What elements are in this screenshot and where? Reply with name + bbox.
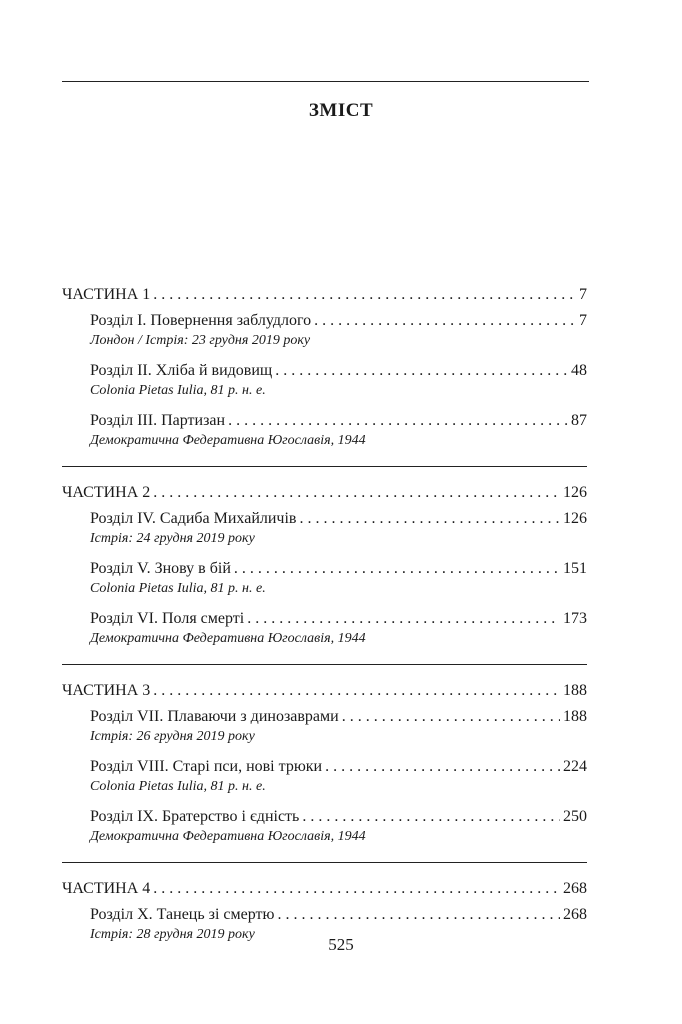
- toc-chapter-line[interactable]: [90, 508, 587, 530]
- chapter-title: Розділ VII. Плаваючи з динозаврами: [90, 708, 339, 725]
- part-title: ЧАСТИНА 4: [62, 880, 151, 897]
- chapter-page-number: 188: [563, 708, 587, 725]
- dot-leader: [153, 481, 560, 505]
- part-title: ЧАСТИНА 3: [62, 682, 151, 699]
- toc-chapter-line[interactable]: [90, 558, 587, 580]
- chapter-title: Розділ IX. Братерство і єдність: [90, 808, 300, 825]
- chapter-page-number: 268: [563, 906, 587, 923]
- part-page-number: 268: [563, 880, 587, 897]
- part-page-number: 188: [563, 682, 587, 699]
- header-rule: [62, 81, 589, 82]
- toc-chapter-line[interactable]: [90, 310, 587, 332]
- chapter-page-number: 48: [571, 362, 587, 379]
- chapter-page-number: 224: [563, 758, 587, 775]
- chapter-title: Розділ I. Повернення заблудлого: [90, 312, 312, 329]
- dot-leader: [153, 877, 560, 901]
- dot-leader: [314, 310, 576, 332]
- chapter-setting: Демократична Федеративна Югославія, 1944: [90, 829, 366, 844]
- chapter-page-number: 173: [563, 610, 587, 627]
- chapter-page-number: 250: [563, 808, 587, 825]
- chapter-page-number: 7: [579, 312, 587, 329]
- chapter-title: Розділ II. Хліба й видовищ: [90, 362, 273, 379]
- toc-chapter: [90, 508, 587, 548]
- toc-chapter-line[interactable]: [90, 360, 587, 382]
- chapter-setting: Істрія: 26 грудня 2019 року: [90, 729, 255, 744]
- dot-leader: [153, 679, 560, 703]
- toc-chapter-line[interactable]: [90, 806, 587, 828]
- toc-chapter: [90, 806, 587, 846]
- dot-leader: [342, 706, 560, 728]
- chapter-setting: Істрія: 24 грудня 2019 року: [90, 531, 255, 546]
- toc-chapter: [90, 410, 587, 450]
- chapter-setting: Істрія: 28 грудня 2019 року: [90, 927, 255, 942]
- toc-chapter-line[interactable]: [90, 756, 587, 778]
- dot-leader: [234, 558, 560, 580]
- toc-chapter-line[interactable]: [90, 410, 587, 432]
- dot-leader: [275, 360, 568, 382]
- chapter-page-number: 151: [563, 560, 587, 577]
- toc-chapter: [90, 558, 587, 598]
- toc-chapter: [90, 608, 587, 648]
- dot-leader: [228, 410, 568, 432]
- page-title: ЗМІСТ: [308, 100, 374, 121]
- dot-leader: [325, 756, 560, 778]
- dot-leader: [153, 283, 576, 307]
- toc-chapter-line[interactable]: [90, 706, 587, 728]
- chapter-page-number: 126: [563, 510, 587, 527]
- chapter-title: Розділ IV. Садиба Михайличів: [90, 510, 297, 527]
- chapter-setting: Демократична Федеративна Югославія, 1944: [90, 433, 366, 448]
- chapter-title: Розділ V. Знову в бій: [90, 560, 231, 577]
- toc-part: [62, 481, 587, 648]
- part-divider: [62, 664, 587, 665]
- dot-leader: [299, 508, 560, 530]
- chapter-title: Розділ VIII. Старі пси, нові трюки: [90, 758, 323, 775]
- toc-chapter: [90, 360, 587, 400]
- toc-part-line[interactable]: [62, 679, 587, 703]
- part-divider: [62, 466, 587, 467]
- chapter-title: Розділ VI. Поля смерті: [90, 610, 245, 627]
- part-divider: [62, 862, 587, 863]
- toc-chapter-line[interactable]: [90, 904, 587, 926]
- toc-chapter: [90, 706, 587, 746]
- table-of-contents: [62, 283, 587, 960]
- toc-chapter-line[interactable]: [90, 608, 587, 630]
- chapter-setting: Colonia Pietas Iulia, 81 р. н. е.: [90, 383, 266, 398]
- toc-part: [62, 283, 587, 450]
- chapter-setting: Лондон / Істрія: 23 грудня 2019 року: [90, 333, 311, 348]
- chapter-page-number: 87: [571, 412, 587, 429]
- toc-part: [62, 877, 587, 944]
- page-number: 525: [328, 935, 354, 954]
- chapter-title: Розділ X. Танець зі смертю: [90, 906, 275, 923]
- dot-leader: [302, 806, 560, 828]
- chapter-title: Розділ III. Партизан: [90, 412, 226, 429]
- chapter-setting: Colonia Pietas Iulia, 81 р. н. е.: [90, 581, 266, 596]
- toc-chapter: [90, 756, 587, 796]
- chapter-setting: Colonia Pietas Iulia, 81 р. н. е.: [90, 779, 266, 794]
- toc-chapter: [90, 310, 587, 350]
- toc-part-line[interactable]: [62, 283, 587, 307]
- part-page-number: 126: [563, 484, 587, 501]
- toc-part-line[interactable]: [62, 481, 587, 505]
- toc-part-line[interactable]: [62, 877, 587, 901]
- toc-part: [62, 679, 587, 846]
- chapter-setting: Демократична Федеративна Югославія, 1944: [90, 631, 366, 646]
- dot-leader: [277, 904, 560, 926]
- part-title: ЧАСТИНА 1: [62, 286, 151, 303]
- dot-leader: [247, 608, 560, 630]
- part-page-number: 7: [579, 286, 587, 303]
- part-title: ЧАСТИНА 2: [62, 484, 151, 501]
